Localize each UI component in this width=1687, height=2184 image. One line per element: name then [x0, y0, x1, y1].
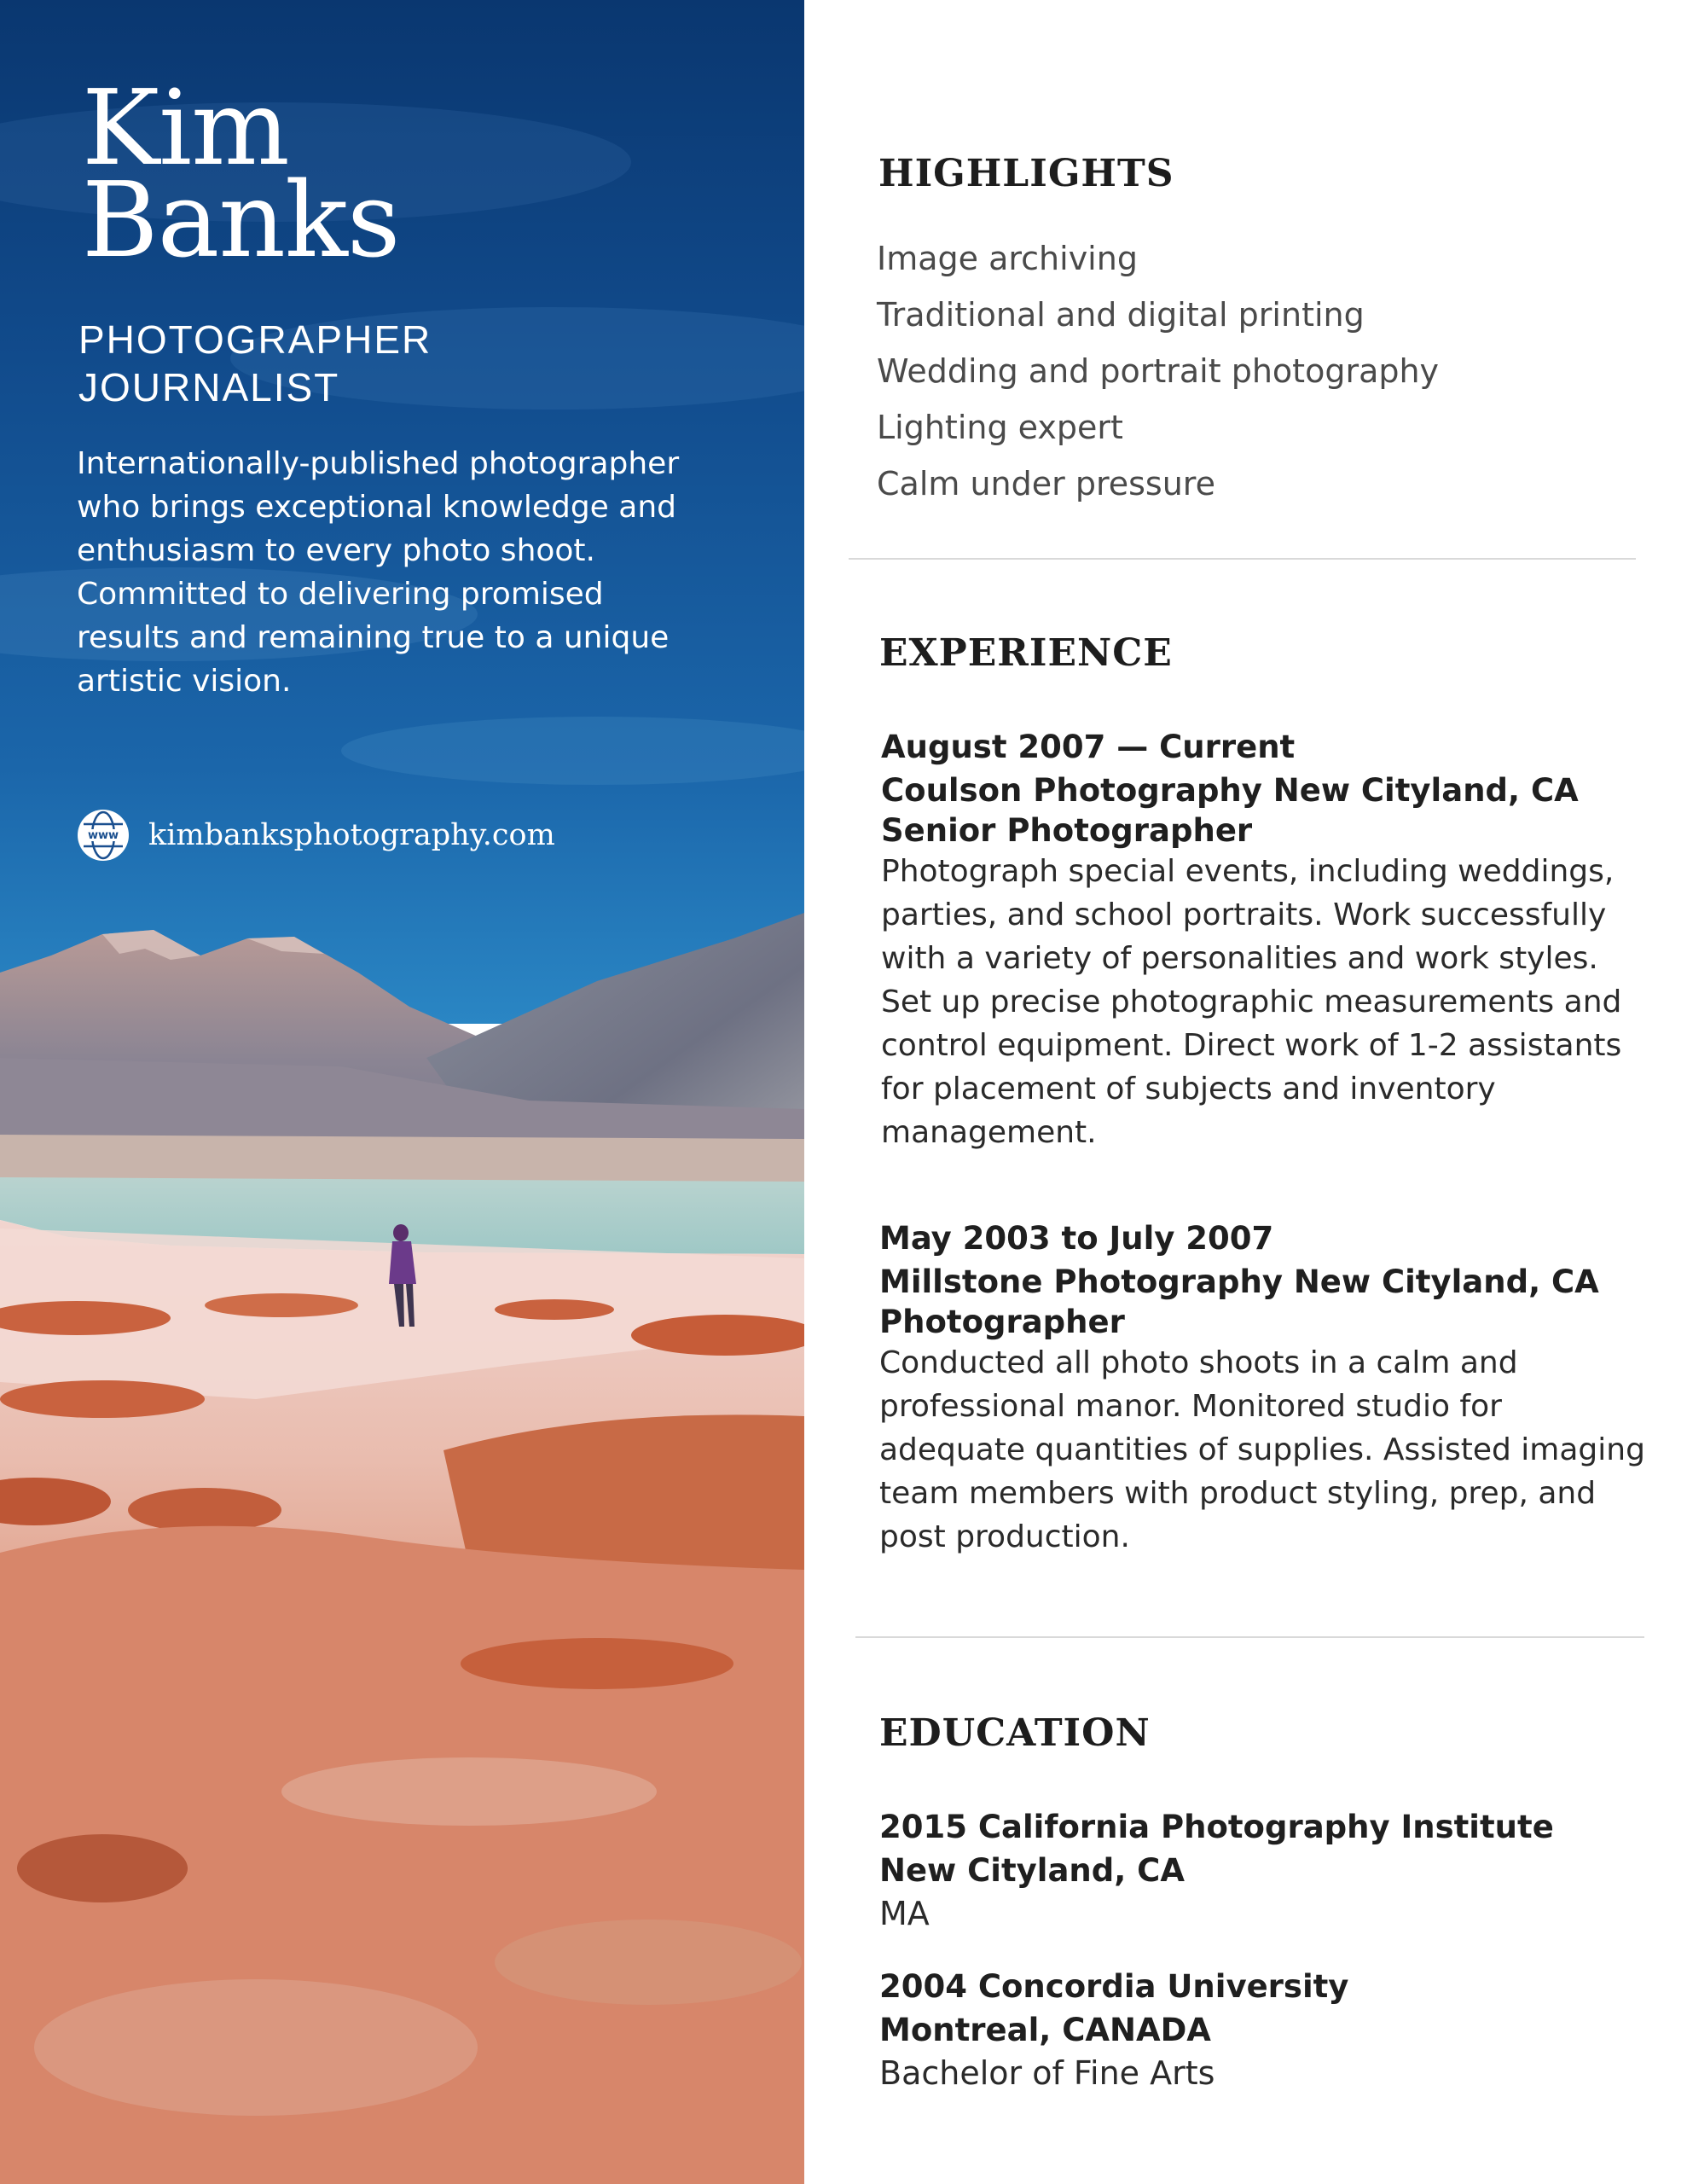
degree: MA — [879, 1895, 930, 1932]
school-location: New Cityland, CA — [879, 1852, 1185, 1889]
job-description: Conducted all photo shoots in a calm and professional manor. Monitored studio for adequate quantities of supplies. Assisted imaging team members with product styling, prep, and post production. — [879, 1345, 1645, 1554]
school-location: Montreal, CANADA — [879, 2012, 1211, 2048]
last-name: Banks — [82, 160, 400, 281]
name-heading — [82, 67, 400, 281]
website-link[interactable] — [77, 809, 555, 862]
globe-icon — [77, 809, 130, 862]
job-role: Senior Photographer — [881, 812, 1253, 849]
experience-heading: EXPERIENCE — [879, 631, 1173, 675]
highlight-item: Image archiving — [877, 240, 1138, 277]
divider — [855, 1636, 1644, 1638]
education-entry — [879, 1965, 1647, 2095]
education-heading: EDUCATION — [879, 1711, 1151, 1755]
highlights-heading: HIGHLIGHTS — [878, 152, 1174, 195]
education-entry — [879, 1805, 1647, 1936]
job-company: Coulson Photography New Cityland, CA — [881, 772, 1579, 809]
experience-entry — [881, 725, 1649, 1154]
highlight-item: Lighting expert — [877, 409, 1123, 446]
profile-panel — [0, 0, 804, 2184]
school-name: 2004 Concordia University — [879, 1968, 1349, 2005]
degree: Bachelor of Fine Arts — [879, 2054, 1215, 2092]
job-role: Photographer — [879, 1304, 1125, 1340]
divider — [849, 558, 1636, 560]
job-company: Millstone Photography New Cityland, CA — [879, 1263, 1599, 1300]
highlight-item: Traditional and digital printing — [877, 296, 1365, 334]
experience-entry — [879, 1217, 1647, 1559]
svg-text:www: www — [87, 829, 119, 842]
website-url[interactable]: kimbanksphotography.com — [148, 818, 555, 852]
job-dates: August 2007 — Current — [881, 729, 1296, 765]
highlight-item: Calm under pressure — [877, 465, 1215, 502]
highlights-list — [877, 230, 1439, 512]
profile-summary: Internationally-published photographer who brings exceptional knowledge and enthusiasm to every photo shoot. Committed to delivering promised results and remaining true to a unique artistic vision. — [77, 446, 680, 699]
title-journalist: JOURNALIST — [78, 365, 340, 410]
school-name: 2015 California Photography Institute — [879, 1809, 1554, 1845]
job-dates: May 2003 to July 2007 — [879, 1220, 1274, 1257]
highlight-item: Wedding and portrait photography — [877, 352, 1440, 390]
first-name: Kim — [82, 67, 289, 189]
title-photographer: PHOTOGRAPHER — [78, 317, 432, 362]
job-description: Photograph special events, including weddings, parties, and school portraits. Work successfully with a variety of personalities and work styles. Set up precise photographic measurements and control equipment. Direct work of 1-2 assistants for placement of subjects and inventory management. — [881, 854, 1622, 1150]
